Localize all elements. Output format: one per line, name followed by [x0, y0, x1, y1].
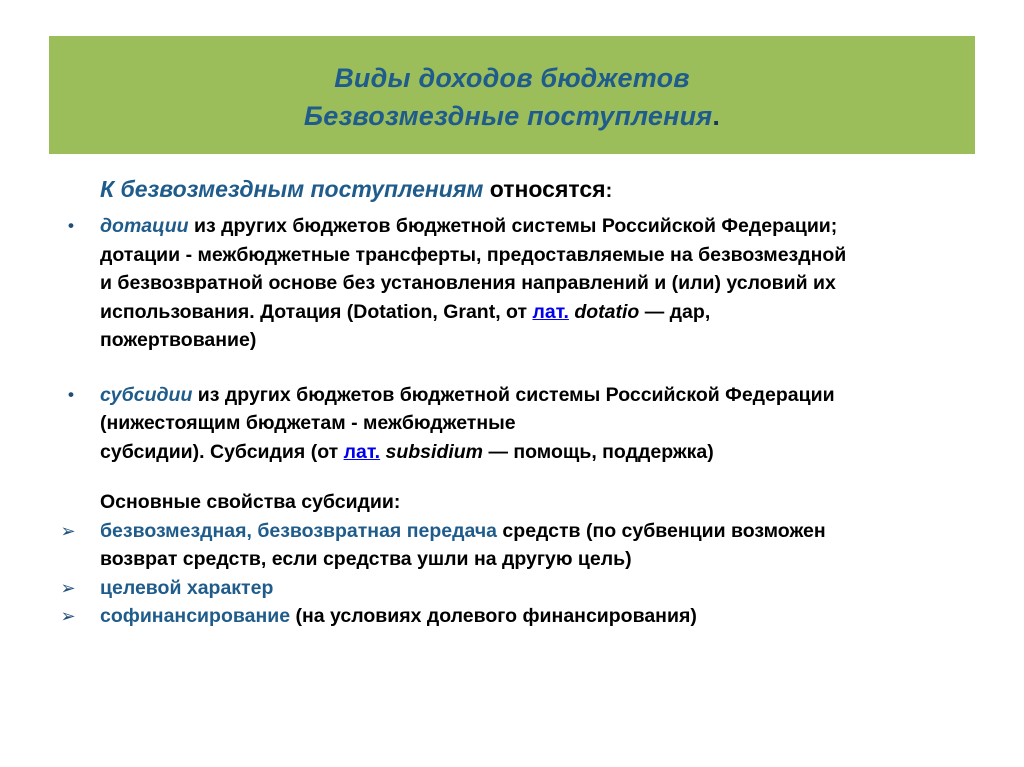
slide-title-line-1: Виды доходов бюджетов	[334, 63, 690, 93]
lat-link[interactable]: лат.	[532, 300, 569, 323]
bullet-line: пожертвование)	[100, 329, 257, 351]
slide-title-period: .	[712, 101, 721, 131]
properties-heading: Основные свойства субсидии:	[100, 491, 401, 513]
latin-term-subsidium: subsidium	[380, 440, 484, 463]
bullet-line	[100, 298, 984, 327]
property-line	[100, 602, 984, 631]
bullet-text-pre: субсидии). Субсидия (от	[100, 440, 344, 463]
lead-tail: относятся	[483, 176, 606, 202]
slide-title-line-2	[304, 97, 720, 135]
spacer	[49, 355, 984, 381]
spacer	[49, 466, 984, 488]
slide-title-line-2-text: Безвозмездные поступления	[303, 101, 713, 131]
arrow-bullet-icon: ➢	[60, 606, 76, 626]
list-item-dotacii	[49, 212, 984, 355]
property-item-2	[49, 574, 984, 603]
bullet-line: (нижестоящим бюджетам - межбюджетные	[100, 412, 516, 434]
lead-highlight: К безвозмездным поступлениям	[100, 176, 484, 202]
bullet-line	[100, 438, 984, 467]
property-line	[100, 517, 984, 546]
property-text: средств (по субвенции возможен	[497, 519, 826, 542]
bullet-text-pre: использования. Дотация (Dotation, Grant, от	[100, 300, 533, 323]
bullet-text-post: — помощь, поддержка)	[483, 440, 714, 463]
bullet-text-post: — дар,	[639, 300, 711, 323]
title-banner	[49, 36, 975, 154]
bullet-line	[100, 212, 984, 241]
lat-link[interactable]: лат.	[343, 440, 381, 463]
property-item-3	[49, 602, 984, 631]
property-text: (на условиях долевого финансирования)	[290, 605, 697, 627]
latin-term-dotatio: dotatio	[568, 300, 640, 323]
property-highlight: безвозмездная, безвозвратная передача	[100, 519, 498, 542]
slide-content	[49, 172, 984, 631]
lead-statement	[100, 172, 984, 208]
bullet-line: дотации - межбюджетные трансферты, предоставляемые на безвозмездной	[100, 243, 847, 266]
lead-colon: :	[605, 180, 613, 202]
property-highlight: целевой характер	[100, 576, 274, 599]
bullet-rest: из других бюджетов бюджетной системы Российской Федерации;	[188, 215, 838, 237]
dot-bullet-icon: •	[68, 384, 74, 404]
property-line	[100, 574, 984, 603]
arrow-bullet-icon: ➢	[60, 577, 76, 598]
bullet-rest: из других бюджетов бюджетной системы Российской Федерации	[192, 383, 835, 406]
property-highlight: софинансирование	[100, 605, 291, 627]
term-subsidii: субсидии	[100, 383, 193, 406]
bullet-line	[100, 381, 984, 410]
property-item-1	[49, 517, 984, 574]
list-item-subsidii	[49, 381, 984, 467]
term-dotacii: дотации	[100, 215, 189, 237]
arrow-bullet-icon: ➢	[60, 520, 76, 541]
bullet-line: и безвозвратной основе без установления направлений и (или) условий их	[100, 272, 836, 294]
property-line: возврат средств, если средства ушли на другую цель)	[100, 548, 632, 570]
dot-bullet-icon: •	[68, 216, 74, 235]
